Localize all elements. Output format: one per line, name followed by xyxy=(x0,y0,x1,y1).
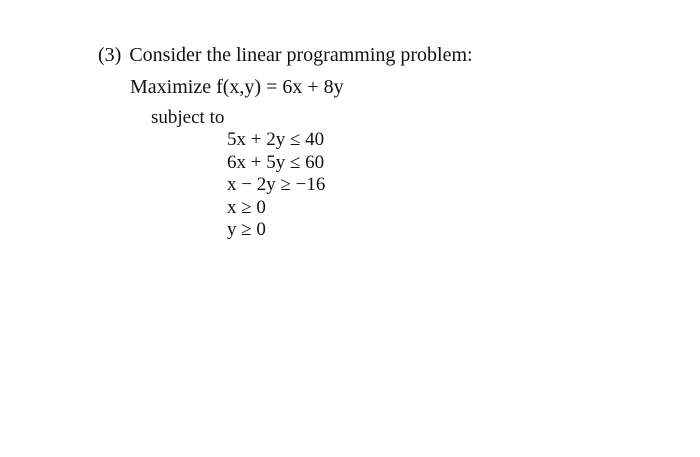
constraint-1: 5x + 2y ≤ 40 xyxy=(227,129,325,150)
constraint-list xyxy=(227,129,325,242)
objective-function: Maximize f(x,y) = 6x + 8y xyxy=(130,76,344,98)
problem-header xyxy=(98,44,473,66)
problem-statement: Consider the linear programming problem: xyxy=(129,44,473,66)
problem-number: (3) xyxy=(98,44,122,66)
constraint-5: y ≥ 0 xyxy=(227,219,266,240)
subject-to-label: subject to xyxy=(151,107,225,128)
constraint-2: 6x + 5y ≤ 60 xyxy=(227,151,325,173)
constraint-3: x − 2y ≥ −16 xyxy=(227,174,326,195)
constraint-4: x ≥ 0 xyxy=(227,196,266,218)
